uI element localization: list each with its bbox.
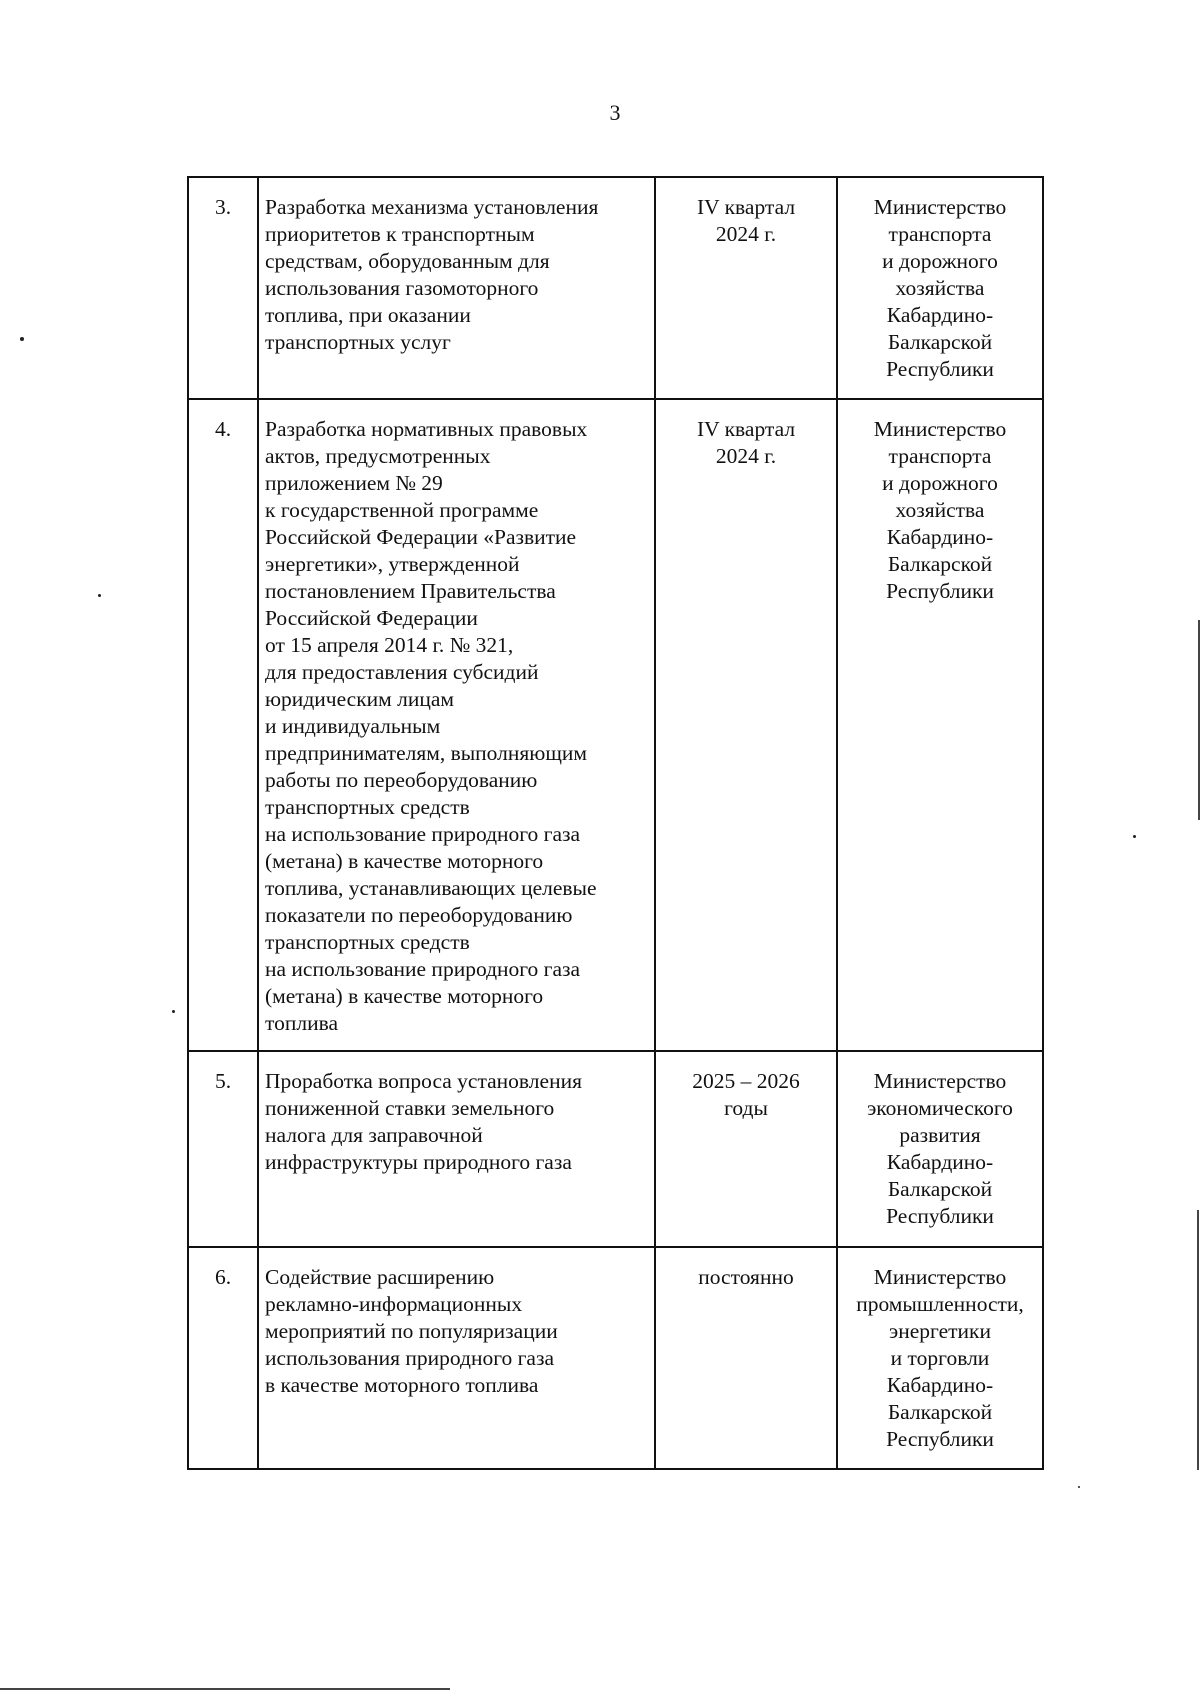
text-line: энергетики	[889, 1319, 991, 1343]
text-line: транспортных средств	[265, 930, 470, 954]
responsible-cell	[837, 1247, 1043, 1469]
text-line: Балкарской	[887, 330, 993, 354]
text-line: приоритетов к транспортным	[265, 222, 535, 246]
text-line: на использование природного газа	[265, 957, 581, 981]
text-line: приложением № 29	[265, 471, 443, 495]
table-row	[188, 1051, 1043, 1247]
text-line: Разработка нормативных правовых	[265, 417, 588, 441]
text-line: транспорта	[888, 222, 992, 246]
text-line: мероприятий по популяризации	[265, 1319, 558, 1343]
text-line: для предоставления субсидий	[265, 660, 539, 684]
responsible-cell	[837, 399, 1043, 1051]
text-line: IV квартал	[696, 195, 796, 219]
term-cell	[655, 1051, 837, 1247]
text-line: транспорта	[888, 444, 992, 468]
text-line: и дорожного	[882, 471, 998, 495]
text-line: годы	[724, 1096, 768, 1120]
text-line: рекламно-информационных	[265, 1292, 523, 1316]
text-line: Министерство	[873, 417, 1007, 441]
text-line: к государственной программе	[265, 498, 539, 522]
row-number: 3.	[188, 177, 258, 399]
text-line: налога для заправочной	[265, 1123, 483, 1147]
text-line: юридическим лицам	[265, 687, 455, 711]
term-cell	[655, 1247, 837, 1469]
text-line: постоянно	[698, 1265, 794, 1289]
scan-speck	[172, 1010, 175, 1013]
text-line: и индивидуальным	[265, 714, 441, 738]
text-line: работы по переоборудованию	[265, 768, 538, 792]
text-line: инфраструктуры природного газа	[265, 1150, 572, 1174]
text-line: топлива	[265, 1011, 339, 1035]
page-number: 3	[609, 100, 621, 125]
text-line: Кабардино-	[886, 303, 994, 327]
text-line: показатели по переоборудованию	[265, 903, 573, 927]
scan-speck	[20, 337, 24, 341]
text-line: Балкарской	[887, 1400, 993, 1424]
text-line: топлива, при оказании	[265, 303, 471, 327]
measures-table-body	[188, 177, 1043, 1469]
text-line: предпринимателям, выполняющим	[265, 741, 588, 765]
text-line: использования газомоторного	[265, 276, 539, 300]
text-line: постановлением Правительства	[265, 579, 556, 603]
row-number: 6.	[188, 1247, 258, 1469]
text-line: Республики	[886, 1427, 994, 1451]
text-line: (метана) в качестве моторного	[265, 849, 544, 873]
text-line: промышленности,	[856, 1292, 1024, 1316]
text-line: развития	[899, 1123, 981, 1147]
text-line: 2025 – 2026	[692, 1069, 800, 1093]
text-line: Кабардино-	[886, 525, 994, 549]
scan-bottom-edge	[0, 1688, 450, 1690]
text-line: хозяйства	[895, 498, 985, 522]
measures-table	[187, 176, 1044, 1470]
text-line: Балкарской	[887, 552, 993, 576]
row-number: 5.	[188, 1051, 258, 1247]
text-line: Балкарской	[887, 1177, 993, 1201]
text-line: Российской Федерации «Развитие	[265, 525, 577, 549]
text-line: Министерство	[873, 1069, 1007, 1093]
text-line: экономического	[867, 1096, 1013, 1120]
text-line: Республики	[886, 579, 994, 603]
text-line: Российской Федерации	[265, 606, 478, 630]
text-line: энергетики», утвержденной	[265, 552, 520, 576]
text-line: Республики	[886, 357, 994, 381]
text-line: Проработка вопроса установления	[265, 1069, 582, 1093]
text-line: и торговли	[890, 1346, 990, 1370]
text-line: Кабардино-	[886, 1373, 994, 1397]
term-cell	[655, 399, 837, 1051]
text-line: на использование природного газа	[265, 822, 581, 846]
table-row	[188, 1247, 1043, 1469]
text-line: Министерство	[873, 1265, 1007, 1289]
text-line: пониженной ставки земельного	[265, 1096, 555, 1120]
text-line: 2024 г.	[715, 222, 777, 246]
text-line: топлива, устанавливающих целевые	[265, 876, 597, 900]
text-line: IV квартал	[696, 417, 796, 441]
row-number: 4.	[188, 399, 258, 1051]
scan-speck	[1078, 1486, 1080, 1488]
text-line: 2024 г.	[715, 444, 777, 468]
scan-speck	[98, 594, 101, 597]
text-line: использования природного газа	[265, 1346, 555, 1370]
measure-cell	[258, 1247, 655, 1469]
text-line: Разработка механизма установления	[265, 195, 599, 219]
measure-cell	[258, 177, 655, 399]
text-line: Содействие расширению	[265, 1265, 495, 1289]
text-line: (метана) в качестве моторного	[265, 984, 544, 1008]
text-line: в качестве моторного топлива	[265, 1373, 539, 1397]
text-line: транспортных услуг	[265, 330, 451, 354]
term-cell	[655, 177, 837, 399]
measure-cell	[258, 1051, 655, 1247]
table-row	[188, 399, 1043, 1051]
responsible-cell	[837, 1051, 1043, 1247]
text-line: хозяйства	[895, 276, 985, 300]
scan-speck	[1133, 835, 1136, 838]
measure-cell	[258, 399, 655, 1051]
text-line: Республики	[886, 1204, 994, 1228]
table-row	[188, 177, 1043, 399]
text-line: средствам, оборудованным для	[265, 249, 550, 273]
text-line: Министерство	[873, 195, 1007, 219]
responsible-cell	[837, 177, 1043, 399]
text-line: от 15 апреля 2014 г. № 321,	[265, 633, 514, 657]
text-line: Кабардино-	[886, 1150, 994, 1174]
text-line: и дорожного	[882, 249, 998, 273]
text-line: транспортных средств	[265, 795, 470, 819]
text-line: актов, предусмотренных	[265, 444, 491, 468]
scan-right-edge	[1197, 1210, 1199, 1470]
